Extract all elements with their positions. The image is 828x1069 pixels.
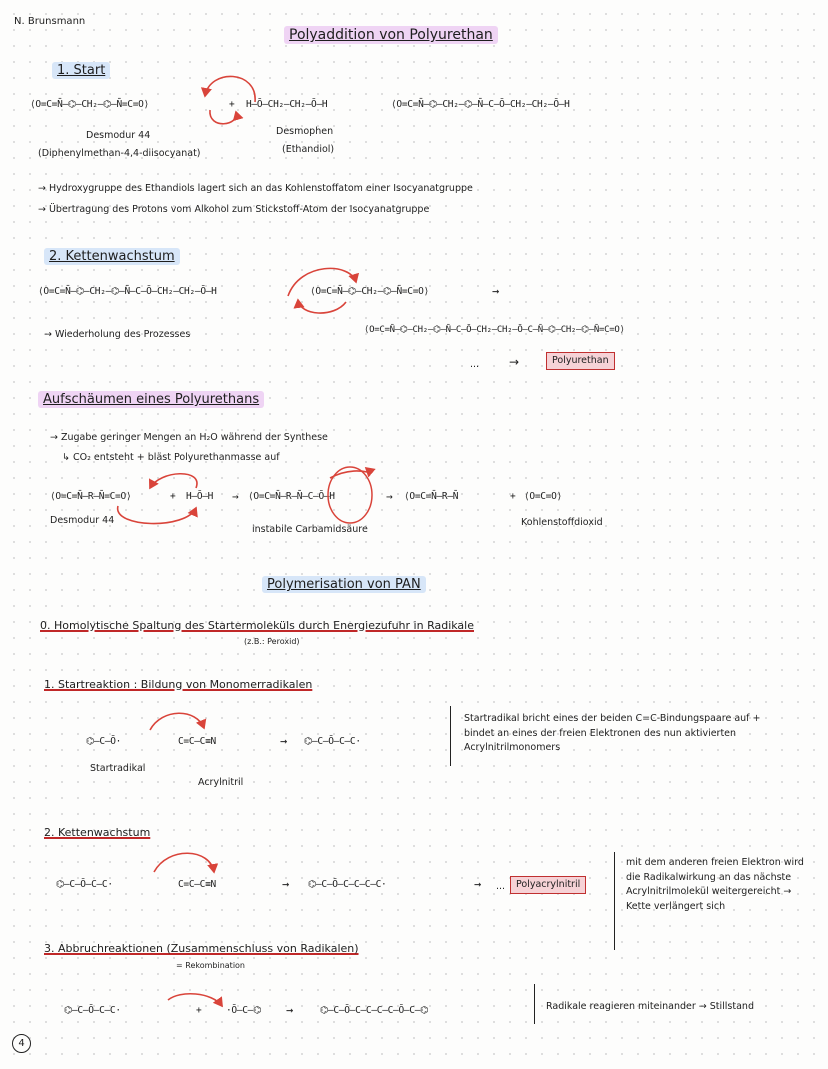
foam-product-2: ⟨O=C=O⟩ [524,491,562,502]
start-product: ⟨O=C=N̄–⌬–CH₂–⌬–N̄–C–Ō–CH₂–CH₂–Ō–H [391,99,570,110]
pan-step-3-plus: + [196,1005,202,1016]
pan-step-1-label-starter: Startradikal [90,763,146,774]
foam-arrow-2: → [386,490,393,503]
arrow-foam-1 [150,474,197,488]
growth-right: ⟨O=C=N̄–⌬–CH₂–⌬–N̄=C=O⟩ [310,286,429,297]
pan-step-3-product: ⌬–C–Ō–C–C–C–C–Ō–C–⌬ [320,1005,429,1016]
start-heading: 1. Start [52,62,110,79]
label-desmophen: Desmophen [276,126,334,137]
arrow-start-2 [210,110,236,124]
section-title-foam: Aufschäumen eines Polyurethans [38,391,264,408]
foam-plus-2: + [510,491,516,502]
foam-plus: + [170,491,176,502]
arrow-pan-1 [150,713,204,730]
pan-step-3-heading: 3. Abbruchreaktionen (Zusammenschluss von Radikalen) [44,942,359,955]
page-number: 4 [12,1034,31,1053]
foam-product-1: ⟨O=C=N̄–R–N̄ [404,491,459,502]
growth-arrow-2: → [509,355,520,369]
pan-step-1-product: ⌬–C–Ō–C–C· [304,736,361,747]
start-reactant-2: H–Ō–CH₂–CH₂–Ō–H [246,99,328,110]
pan-step-3-note: Radikale reagieren miteinander → Stillstand [546,1001,754,1012]
arrow-growth-2 [298,300,346,313]
pan-step-2-dots: ... [496,881,506,892]
pan-step-2-acryl: C=C–C≡N [178,879,216,890]
label-desmodur: Desmodur 44 [86,130,151,141]
pan-step-1-starter: ⌬–C–Ō· [86,736,122,747]
pan-step-1-arrow: → [280,734,287,748]
pan-step-1-note: Startradikal bricht eines der beiden C=C-Bindungspaare auf + bindet an eines der freien Elektronen des nun aktivierten Acrylnitrilmonomers [464,713,761,754]
pan-step-3-sub: = Rekombination [176,961,245,970]
foam-label-desmodur: Desmodur 44 [50,515,115,526]
label-desmodur-full: (Diphenylmethan-4,4-diisocyanat) [38,148,201,159]
pan-step-1-acryl: C=C–C≡N [178,736,216,747]
foam-note-1: → Zugabe geringer Mengen an H₂O während der Synthese [50,432,328,443]
start-note-1: → Hydroxygruppe des Ethandiols lagert sich an das Kohlenstoffatom einer Isocyanatgruppe [38,183,473,194]
foam-label-co2: Kohlenstoffdioxid [521,517,603,528]
growth-dots: ... [470,359,480,370]
pan-step-2-product: ⌬–C–Ō–C–C–C–C· [308,879,387,890]
start-note-2: → Übertragung des Protons vom Alkohol zum Stickstoff-Atom der Isocyanatgruppe [38,204,430,215]
pan-step-1-heading: 1. Startreaktion : Bildung von Monomerradikalen [44,678,313,691]
arrow-pan-3 [168,994,222,1006]
growth-note: → Wiederholung des Prozesses [44,329,191,340]
foam-water: H–Ō–H [186,491,214,502]
pan-step-0: 0. Homolytische Spaltung des Startermoleküls durch Energiezufuhr in Radikale [40,619,474,632]
pan-step-2-heading: 2. Kettenwachstum [44,826,151,839]
growth-left: ⟨O=C=N̄–⌬–CH₂–⌬–N̄–C–Ō–CH₂–CH₂–Ō–H [38,286,217,297]
polyacrylnitril-result-label: Polyacrylnitril [510,876,586,894]
pan-step-1-label-acryl: Acrylnitril [198,777,244,788]
foam-arrow-1: → [232,490,239,503]
arrow-pan-2 [154,853,214,872]
pan-step-2-arrow-2: → [474,877,481,891]
pan-step-2-arrow: → [282,877,289,891]
start-plus: + [229,99,235,110]
section-title-polyurethan: Polyaddition von Polyurethan [284,26,498,44]
pan-step-3-radical: ⌬–C–Ō–C–C· [64,1005,121,1016]
author-name: N. Brunsmann [14,16,86,27]
section-title-pan: Polymerisation von PAN [262,576,426,593]
label-ethandiol: (Ethandiol) [282,144,335,155]
pan-step-2-radical: ⌬–C–Ō–C–C· [56,879,113,890]
growth-arrow: → [492,284,499,298]
foam-note-2: ↳ CO₂ entsteht + bläst Polyurethanmasse auf [62,452,280,463]
foam-label-carbamic: instabile Carbamidsäure [252,524,368,535]
foam-reactant-1: ⟨O=C=N̄–R–N̄=C=O⟩ [50,491,132,502]
arrow-foam-2 [118,506,196,524]
pan-step-3-other: ·Ō–C–⌬ [226,1005,262,1016]
growth-product: ⟨O=C=N̄–⌬–CH₂–⌬–N̄–C–Ō–CH₂–CH₂–Ō–C–N̄–⌬–CH₂–⌬–N̄=C=O⟩ [364,325,625,335]
pan-step-3-arrow: → [286,1003,293,1017]
pan-step-2-note: mit dem anderen freien Elektron wird die Radikalwirkung an das nächste Acrylnitrilmolekül weitergereicht → Kette verlängert sich [626,857,804,913]
polyurethan-result-label: Polyurethan [546,352,615,370]
growth-heading: 2. Kettenwachstum [44,248,180,265]
arrow-foam-3 [330,468,371,478]
foam-intermediate: ⟨O=C=N̄–R–N̄–C–Ō–H [248,491,335,502]
start-reactant-1: ⟨O=C=N̄–⌬–CH₂–⌬–N̄=C=O⟩ [30,99,149,110]
pan-step-0-sub: (z.B.: Peroxid) [244,637,300,646]
